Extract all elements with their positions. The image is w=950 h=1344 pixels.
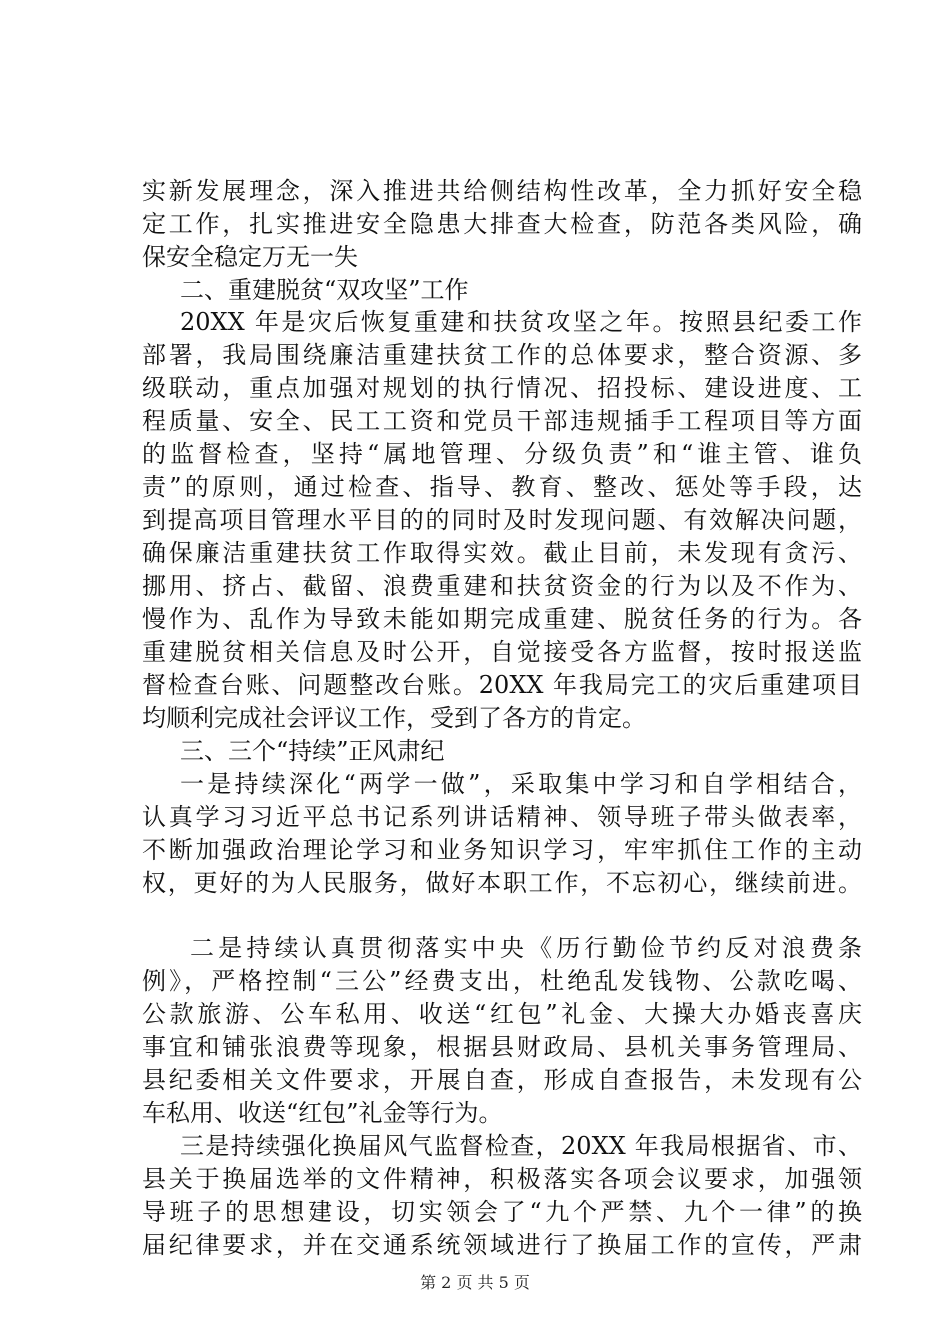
body-line: 例》，严格控制“三公”经费支出，杜绝乱发钱物、公款吃喝、: [142, 967, 862, 995]
body-line: 部署，我局围绕廉洁重建扶贫工作的总体要求，整合资源、多: [142, 341, 862, 369]
body-line: 导班子的思想建设，切实领会了“九个严禁、九个一律”的换: [142, 1198, 862, 1226]
body-line: 到提高项目管理水平目的的同时及时发现问题、有效解决问题，: [142, 506, 862, 534]
body-line: 一是持续深化“两学一做”，采取集中学习和自学相结合，: [180, 770, 862, 798]
body-line: 定工作，扎实推进安全隐患大排查大检查，防范各类风险，确: [142, 210, 862, 238]
body-line: 均顺利完成社会评议工作，受到了各方的肯定。: [142, 704, 646, 732]
body-line: 实新发展理念，深入推进共给侧结构性改革，全力抓好安全稳: [142, 177, 862, 205]
body-line: 权，更好的为人民服务，做好本职工作，不忘初心，继续前进。: [142, 869, 862, 897]
body-line: 重建脱贫相关信息及时公开，自觉接受各方监督，按时报送监: [142, 638, 862, 666]
body-line: 责”的原则，通过检查、指导、教育、整改、惩处等手段，达: [142, 473, 862, 501]
body-line: 县关于换届选举的文件精神，积极落实各项会议要求，加强领: [142, 1165, 862, 1193]
body-line: 程质量、安全、民工工资和党员干部违规插手工程项目等方面: [142, 407, 862, 435]
body-line: 慢作为、乱作为导致未能如期完成重建、脱贫任务的行为。各: [142, 605, 862, 633]
section-heading: 三、三个“持续”正风肃纪: [180, 737, 445, 765]
page-number-footer: 第 2 页 共 5 页: [420, 1273, 530, 1292]
section-heading: 二、重建脱贫“双攻坚”工作: [180, 276, 469, 304]
body-line: 三是持续强化换届风气监督检查，20XX 年我局根据省、市、: [180, 1132, 862, 1160]
body-line: 级联动，重点加强对规划的执行情况、招投标、建设进度、工: [142, 374, 862, 402]
body-line: 的监督检查，坚持“属地管理、分级负责”和“谁主管、谁负: [142, 440, 862, 468]
body-line: 二是持续认真贯彻落实中央《历行勤俭节约反对浪费条: [190, 934, 862, 962]
body-line: 20XX 年是灾后恢复重建和扶贫攻坚之年。按照县纪委工作: [180, 308, 862, 336]
body-line: 挪用、挤占、截留、浪费重建和扶贫资金的行为以及不作为、: [142, 572, 862, 600]
body-line: 保安全稳定万无一失: [142, 243, 358, 271]
body-line: 县纪委相关文件要求，开展自查，形成自查报告，未发现有公: [142, 1066, 862, 1094]
body-line: 事宜和铺张浪费等现象，根据县财政局、县机关事务管理局、: [142, 1033, 862, 1061]
body-line: 确保廉洁重建扶贫工作取得实效。截止目前，未发现有贪污、: [142, 539, 862, 567]
body-line: 车私用、收送“红包”礼金等行为。: [142, 1099, 503, 1127]
body-line: 督检查台账、问题整改台账。20XX 年我局完工的灾后重建项目: [142, 671, 862, 699]
body-line: 不断加强政治理论学习和业务知识学习，牢牢抓住工作的主动: [142, 836, 862, 864]
body-line: 届纪律要求，并在交通系统领域进行了换届工作的宣传，严肃: [142, 1231, 862, 1259]
body-line: 公款旅游、公车私用、收送“红包”礼金、大操大办婚丧喜庆: [142, 1000, 862, 1028]
body-line: 认真学习习近平总书记系列讲话精神、领导班子带头做表率，: [142, 803, 862, 831]
